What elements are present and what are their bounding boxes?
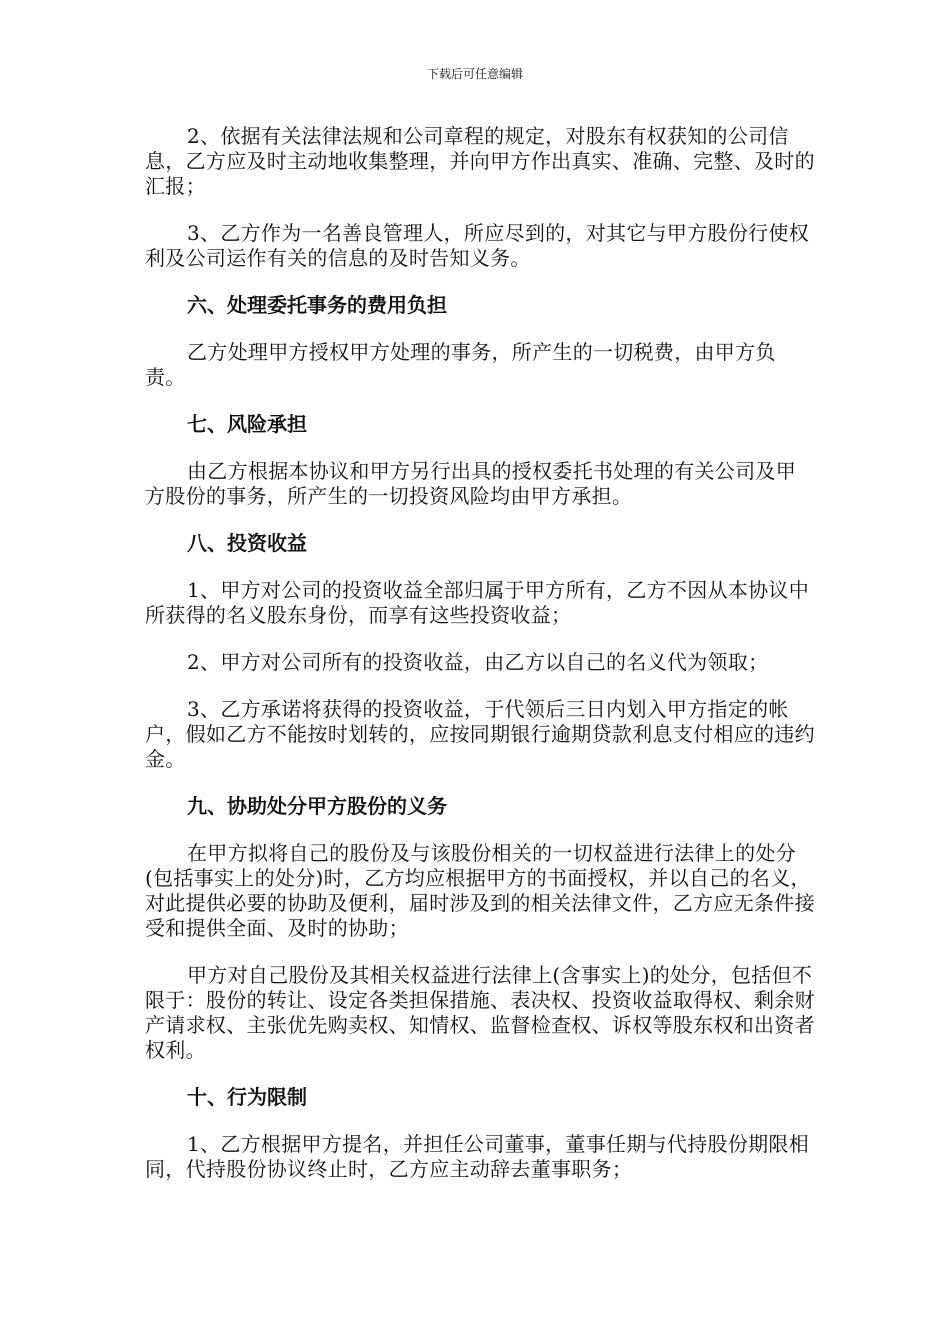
paragraph-disposal-1: 在甲方拟将自己的股份及与该股份相关的一切权益进行法律上的处分(包括事实上的处分)时，乙方均应根据甲方的书面授权，并以自己的名义，对此提供必要的协助及便利，届时涉及到的相关法律文件，乙方应无条件接受和提供全面、及时的协助； xyxy=(145,841,815,940)
paragraph-income-2: 2、甲方对公司所有的投资收益，由乙方以自己的名义代为领取； xyxy=(187,650,769,674)
document-body xyxy=(145,124,815,1204)
paragraph-3-notification-duty: 3、乙方作为一名善良管理人，所应尽到的，对其它与甲方股份行使权利及公司运作有关的信息的及时告知义务。 xyxy=(145,221,810,270)
paragraph-risk: 由乙方根据本协议和甲方另行出具的授权委托书处理的有关公司及甲方股份的事务，所产生的一切投资风险均由甲方承担。 xyxy=(145,459,796,508)
section-heading-8: 八、投资收益 xyxy=(187,531,307,555)
section-heading-6: 六、处理委托事务的费用负担 xyxy=(187,293,447,317)
section-heading-10: 十、行为限制 xyxy=(187,1085,307,1109)
paragraph-income-1: 1、甲方对公司的投资收益全部归属于甲方所有，乙方不因从本协议中所获得的名义股东身份，而享有这些投资收益； xyxy=(145,578,810,627)
section-heading-7: 七、风险承担 xyxy=(187,412,307,436)
section-heading-9: 九、协助处分甲方股份的义务 xyxy=(187,794,447,818)
paragraph-restriction-1: 1、乙方根据甲方提名，并担任公司董事，董事任期与代持股份期限相同，代持股份协议终止时，乙方应主动辞去董事职务； xyxy=(145,1132,810,1181)
paragraph-fees: 乙方处理甲方授权甲方处理的事务，所产生的一切税费，由甲方负责。 xyxy=(145,340,776,389)
page-header: 下载后可任意编辑 xyxy=(426,67,523,81)
paragraph-disposal-2: 甲方对自己股份及其相关权益进行法律上(含事实上)的处分，包括但不限于：股份的转让、设定各类担保措施、表决权、投资收益取得权、剩余财产请求权、主张优先购卖权、知情权、监督检查权、诉权等股东权和出资者权利。 xyxy=(145,963,815,1062)
paragraph-2-info-report: 2、依据有关法律法规和公司章程的规定，对股东有权获知的公司信息，乙方应及时主动地收集整理，并向甲方作出真实、准确、完整、及时的汇报； xyxy=(145,124,815,198)
paragraph-income-3: 3、乙方承诺将获得的投资收益，于代领后三日内划入甲方指定的帐户，假如乙方不能按时划转的，应按同期银行逾期贷款利息支付相应的违约金。 xyxy=(145,697,815,771)
